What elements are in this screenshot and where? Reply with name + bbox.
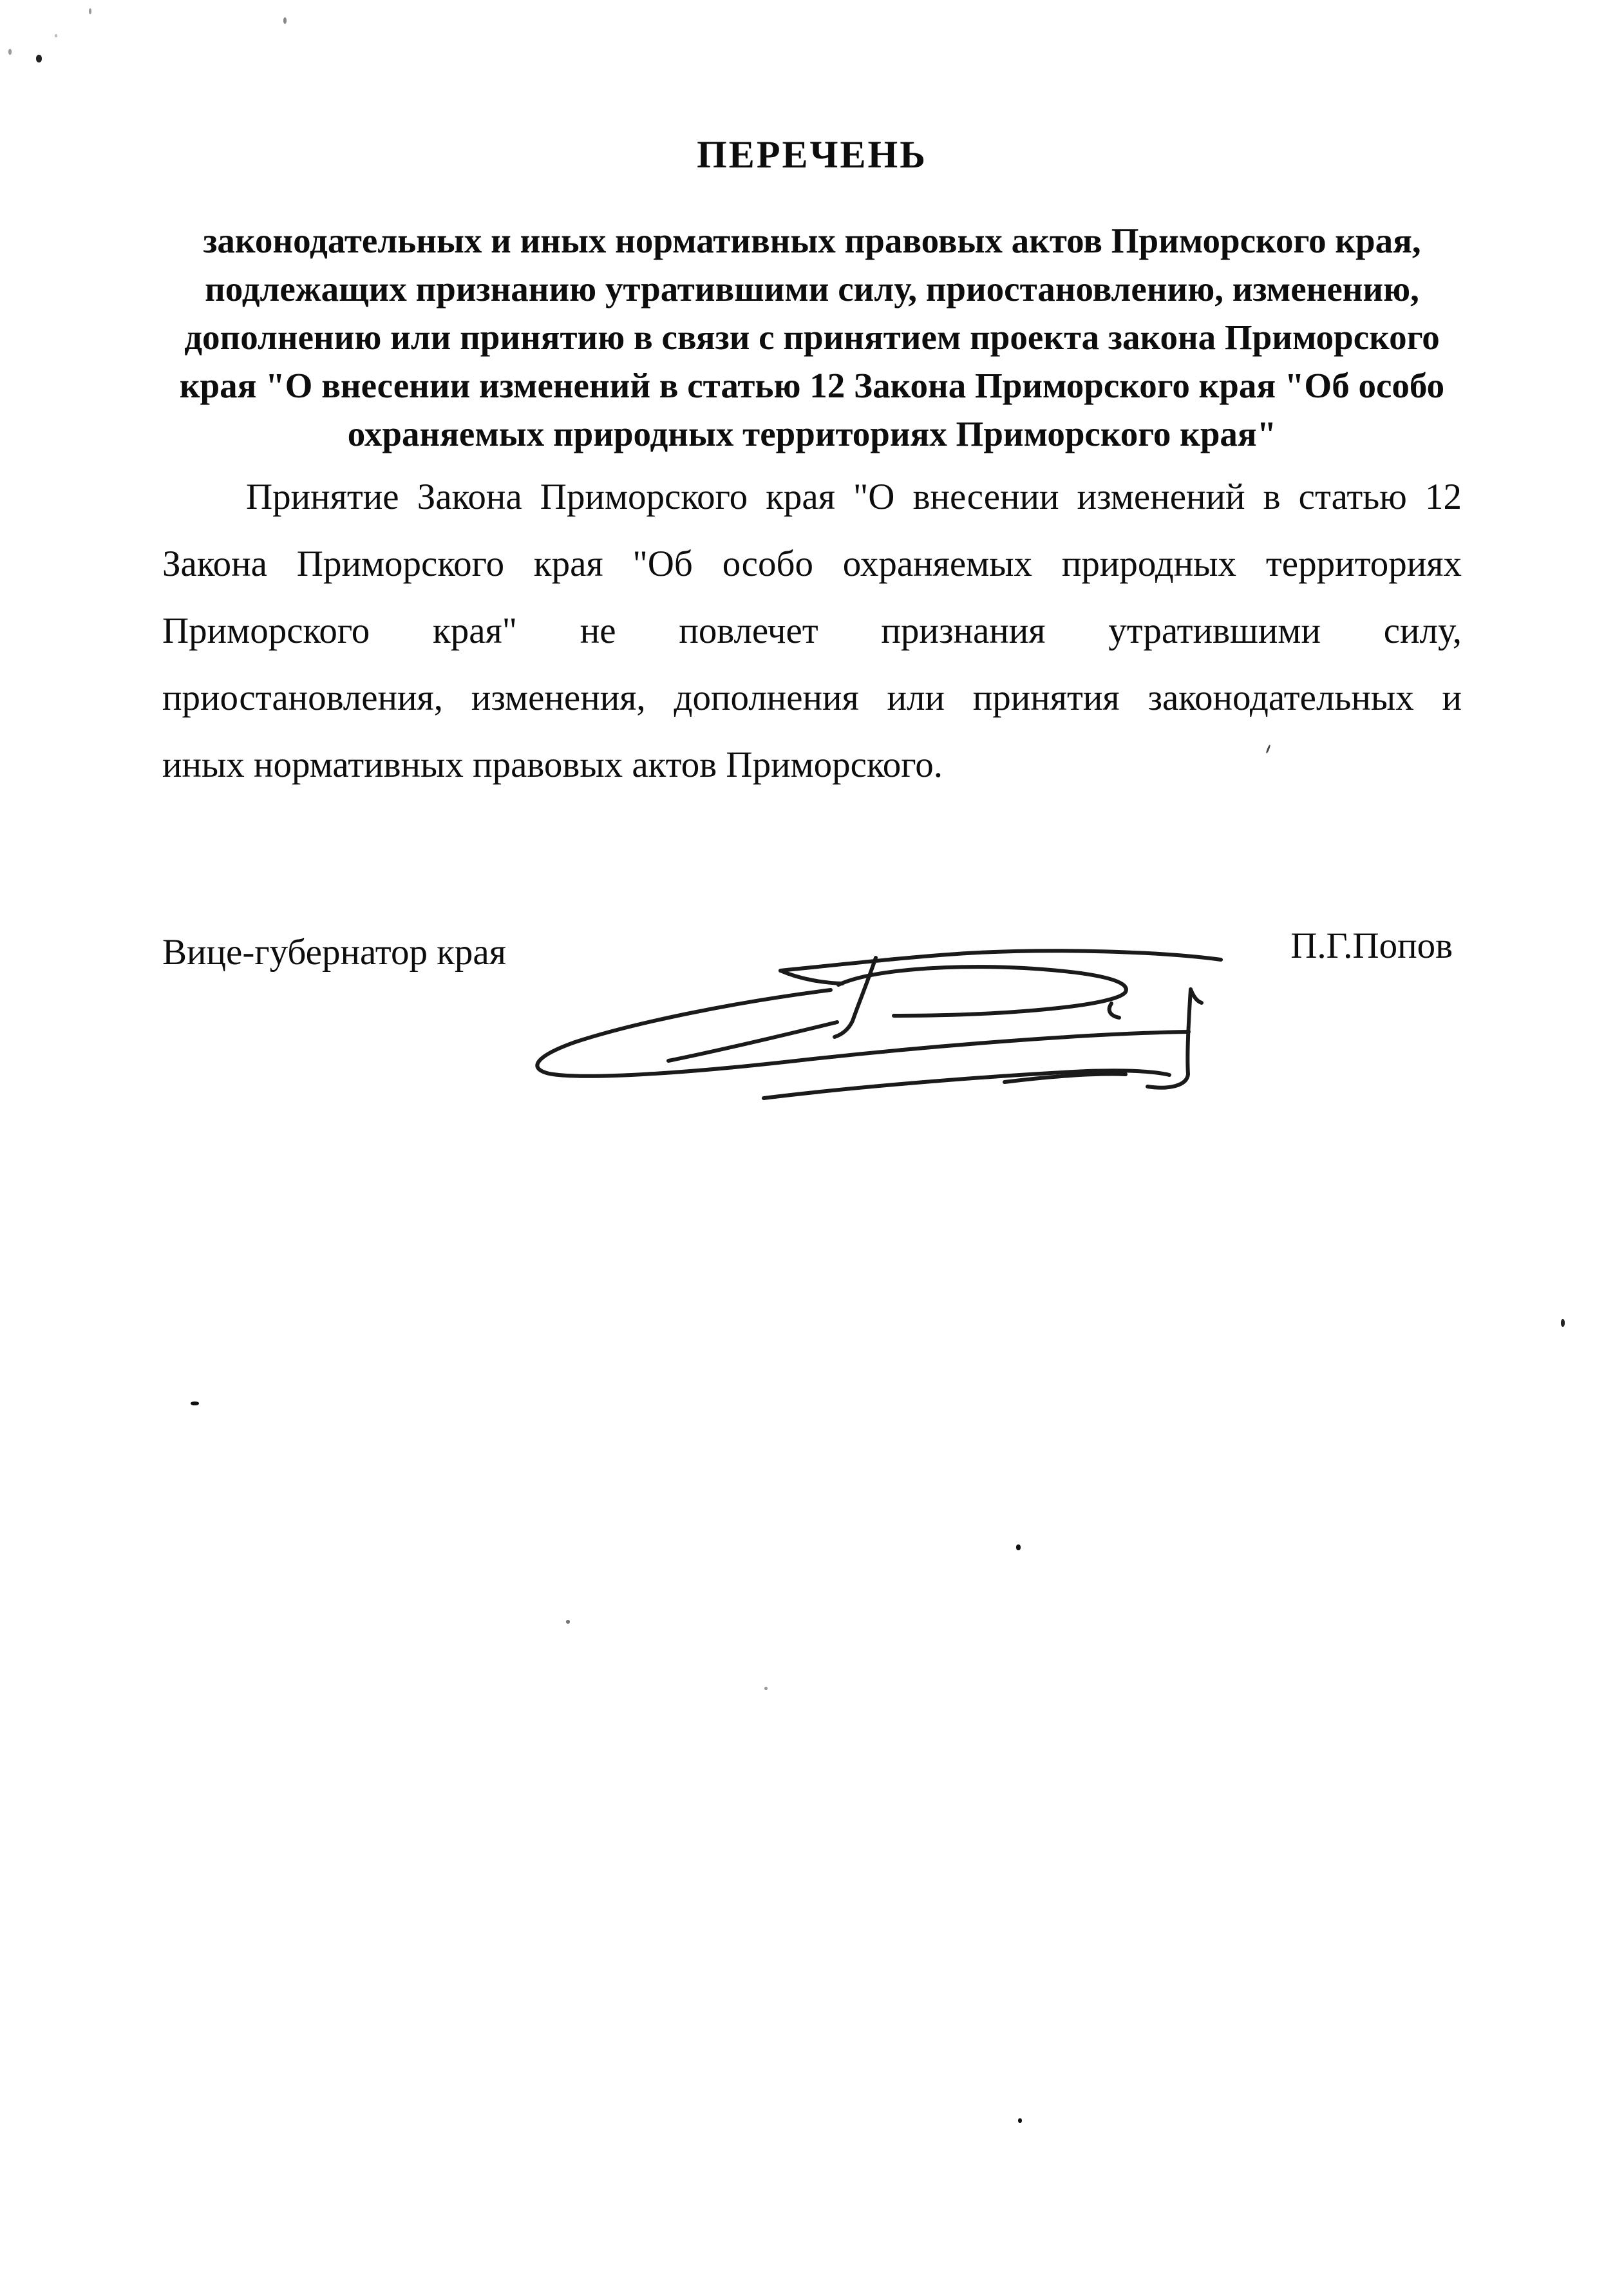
body-line: Закона Приморского края "Об особо охраняемых природных территориях <box>162 544 1462 584</box>
signature-ink-scribble <box>502 921 1236 1114</box>
subtitle-line: законодательных и иных нормативных правовых актов Приморского края, <box>203 221 1421 260</box>
subtitle-line: края "О внесении изменений в статью 12 Закона Приморского края "Об особо <box>179 366 1445 405</box>
scan-speckle <box>283 17 287 24</box>
signatory-name: П.Г.Попов <box>1290 926 1453 966</box>
scan-speckle <box>1018 2118 1022 2123</box>
scan-speckle <box>1016 1544 1021 1550</box>
subtitle-line: охраняемых природных территориях Приморского края" <box>347 414 1277 453</box>
signatory-role: Вице-губернатор края <box>162 932 506 973</box>
scan-speckle <box>36 55 42 62</box>
body-line: Приморского края" не повлечет признания утратившими силу, <box>162 611 1462 651</box>
body-line: иных нормативных правовых актов Приморского. <box>162 745 943 785</box>
subtitle-line: дополнению или принятию в связи с принятием проекта закона Приморского <box>184 318 1440 357</box>
scan-speckle <box>1561 1319 1565 1327</box>
scan-speckle <box>764 1687 768 1690</box>
scan-speckle <box>89 8 91 14</box>
document-subtitle <box>136 216 1488 458</box>
subtitle-line: подлежащих признанию утратившими силу, приостановлению, изменению, <box>205 269 1419 309</box>
body-line: приостановления, изменения, дополнения или принятия законодательных и <box>162 678 1462 718</box>
scan-speckle <box>8 49 12 55</box>
body-line: Принятие Закона Приморского края "О внесении изменений в статью 12 <box>246 477 1462 517</box>
scan-speckle <box>566 1620 570 1624</box>
scan-speckle <box>55 34 57 37</box>
document-title: ПЕРЕЧЕНЬ <box>697 133 927 176</box>
scan-speckle <box>191 1402 199 1405</box>
